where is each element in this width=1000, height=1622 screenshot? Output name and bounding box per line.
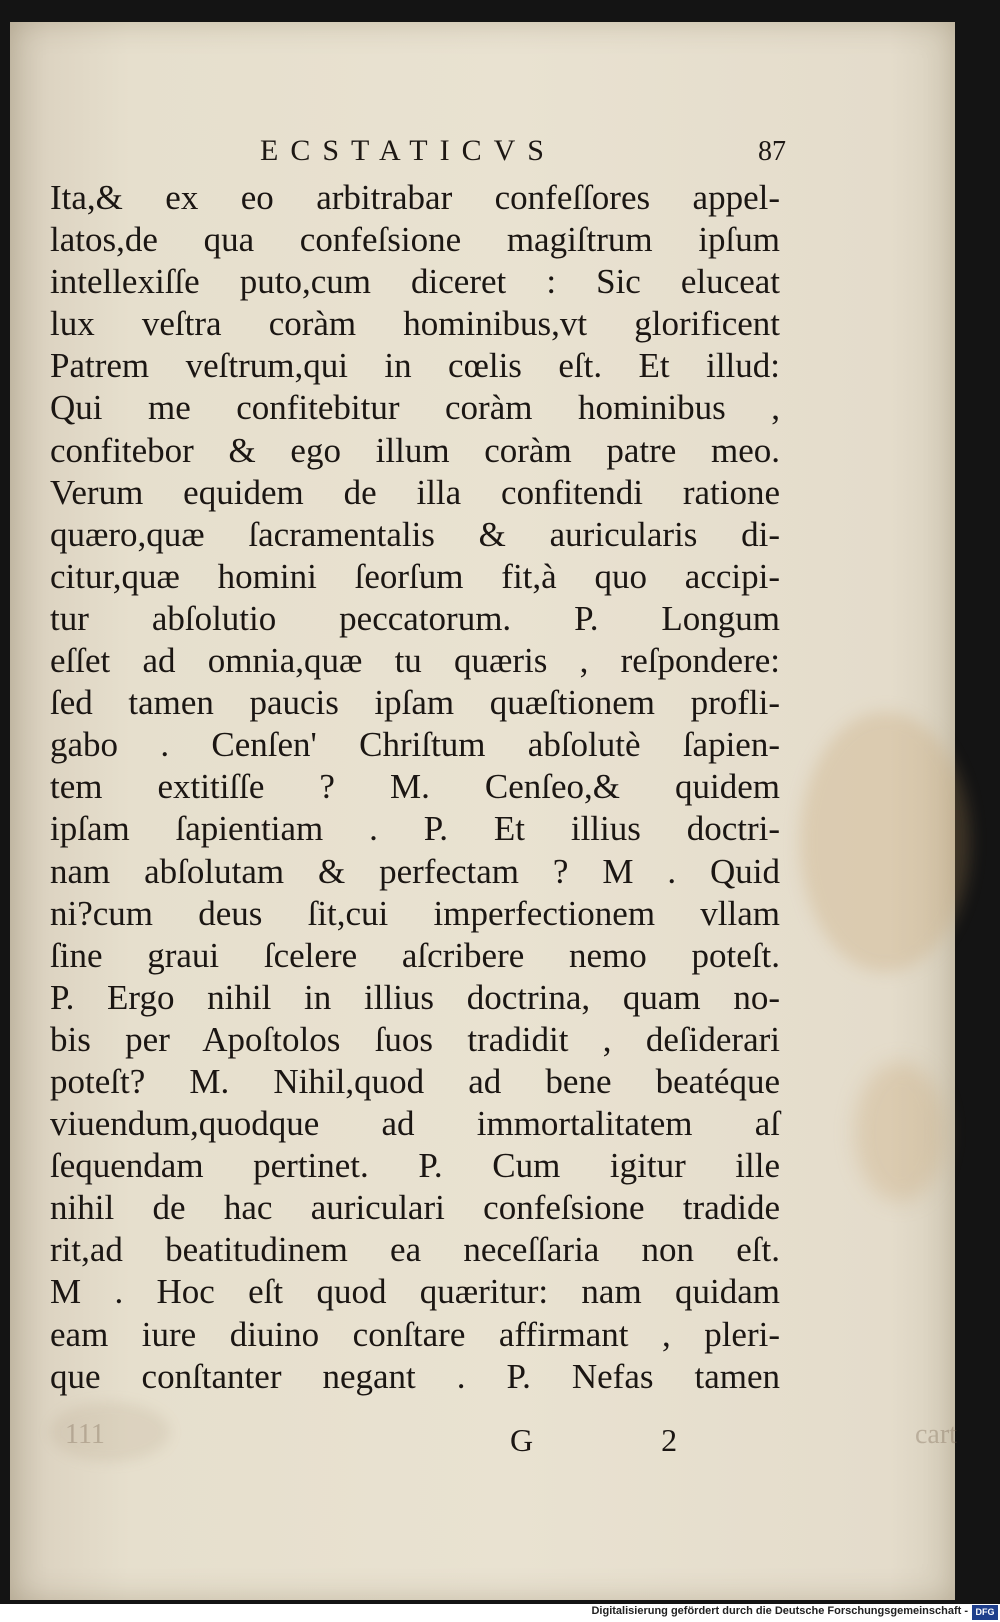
text-line: poteſt? M. Nihil,quod ad bene beatéque (50, 1061, 780, 1101)
text-line: latos,de qua confeſsione magiſtrum ipſum (50, 220, 780, 260)
text-line: Verum equidem de illa confitendi ratione (50, 472, 780, 512)
text-line: gabo . Cenſen' Chriſtum abſolutè ſapien- (50, 725, 780, 765)
signature-mark: G 2 (510, 1422, 738, 1458)
text-line: bis per Apoſtolos ſuos tradidit , deſiderari (50, 1019, 780, 1059)
show-through-text: cart (915, 1419, 957, 1450)
text-line: Qui me confitebitur coràm hominibus , (50, 388, 780, 428)
page-number: 87 (758, 136, 786, 167)
text-line: tur abſolutio peccatorum. P. Longum (50, 598, 780, 638)
text-line: citur,quæ homini ſeorſum fit,à quo accipi- (50, 556, 780, 596)
funding-credit: Digitalisierung gefördert durch die Deutsche Forschungsgemeinschaft - (591, 1605, 968, 1617)
book-page (10, 22, 955, 1600)
body-text (50, 177, 780, 1398)
text-line: nihil de hac auriculari confeſsione tradide (50, 1188, 780, 1228)
text-line: lux veſtra coràm hominibus,vt glorificent (50, 304, 780, 344)
text-line: intellexiſſe puto,cum diceret : Sic eluceat (50, 262, 780, 302)
water-stain (855, 1062, 945, 1202)
text-line: Patrem veſtrum,qui in cœlis eſt. Et illud: (50, 346, 780, 386)
text-line: eam iure diuino conſtare affirmant , pleri- (50, 1314, 780, 1354)
running-head: ECSTATICVS (260, 134, 556, 167)
text-line: eſſet ad omnia,quæ tu quæris , reſpondere: (50, 641, 780, 681)
page-header (10, 134, 955, 174)
text-line: ſequendam pertinet. P. Cum igitur ille (50, 1146, 780, 1186)
text-line: viuendum,quodque ad immortalitatem aſ (50, 1104, 780, 1144)
text-line: que conſtanter negant . P. Nefas tamen (50, 1356, 780, 1396)
dfg-logo-icon: DFG (972, 1605, 998, 1620)
text-line: rit,ad beatitudinem ea neceſſaria non eſt. (50, 1230, 780, 1270)
text-line: M . Hoc eſt quod quæritur: nam quidam (50, 1272, 780, 1312)
text-line: tem extitiſſe ? M. Cenſeo,& quidem (50, 767, 780, 807)
text-line: ipſam ſapientiam . P. Et illius doctri- (50, 809, 780, 849)
text-line: confitebor & ego illum coràm patre meo. (50, 430, 780, 470)
text-line: ſed tamen paucis ipſam quæſtionem profli- (50, 683, 780, 723)
text-line: Ita,& ex eo arbitrabar confeſſores appel- (50, 178, 780, 217)
footer-bar (0, 1604, 1000, 1622)
text-line: P. Ergo nihil in illius doctrina, quam no- (50, 977, 780, 1017)
text-line: ſine graui ſcelere aſcribere nemo poteſt. (50, 935, 780, 975)
text-line: ni?cum deus ſit,cui imperfectionem vllam (50, 893, 780, 933)
show-through-text: 111 (65, 1419, 105, 1450)
text-line: quæro,quæ ſacramentalis & auricularis di- (50, 514, 780, 554)
text-line: nam abſolutam & perfectam ? M . Quid (50, 851, 780, 891)
water-stain (800, 712, 970, 972)
